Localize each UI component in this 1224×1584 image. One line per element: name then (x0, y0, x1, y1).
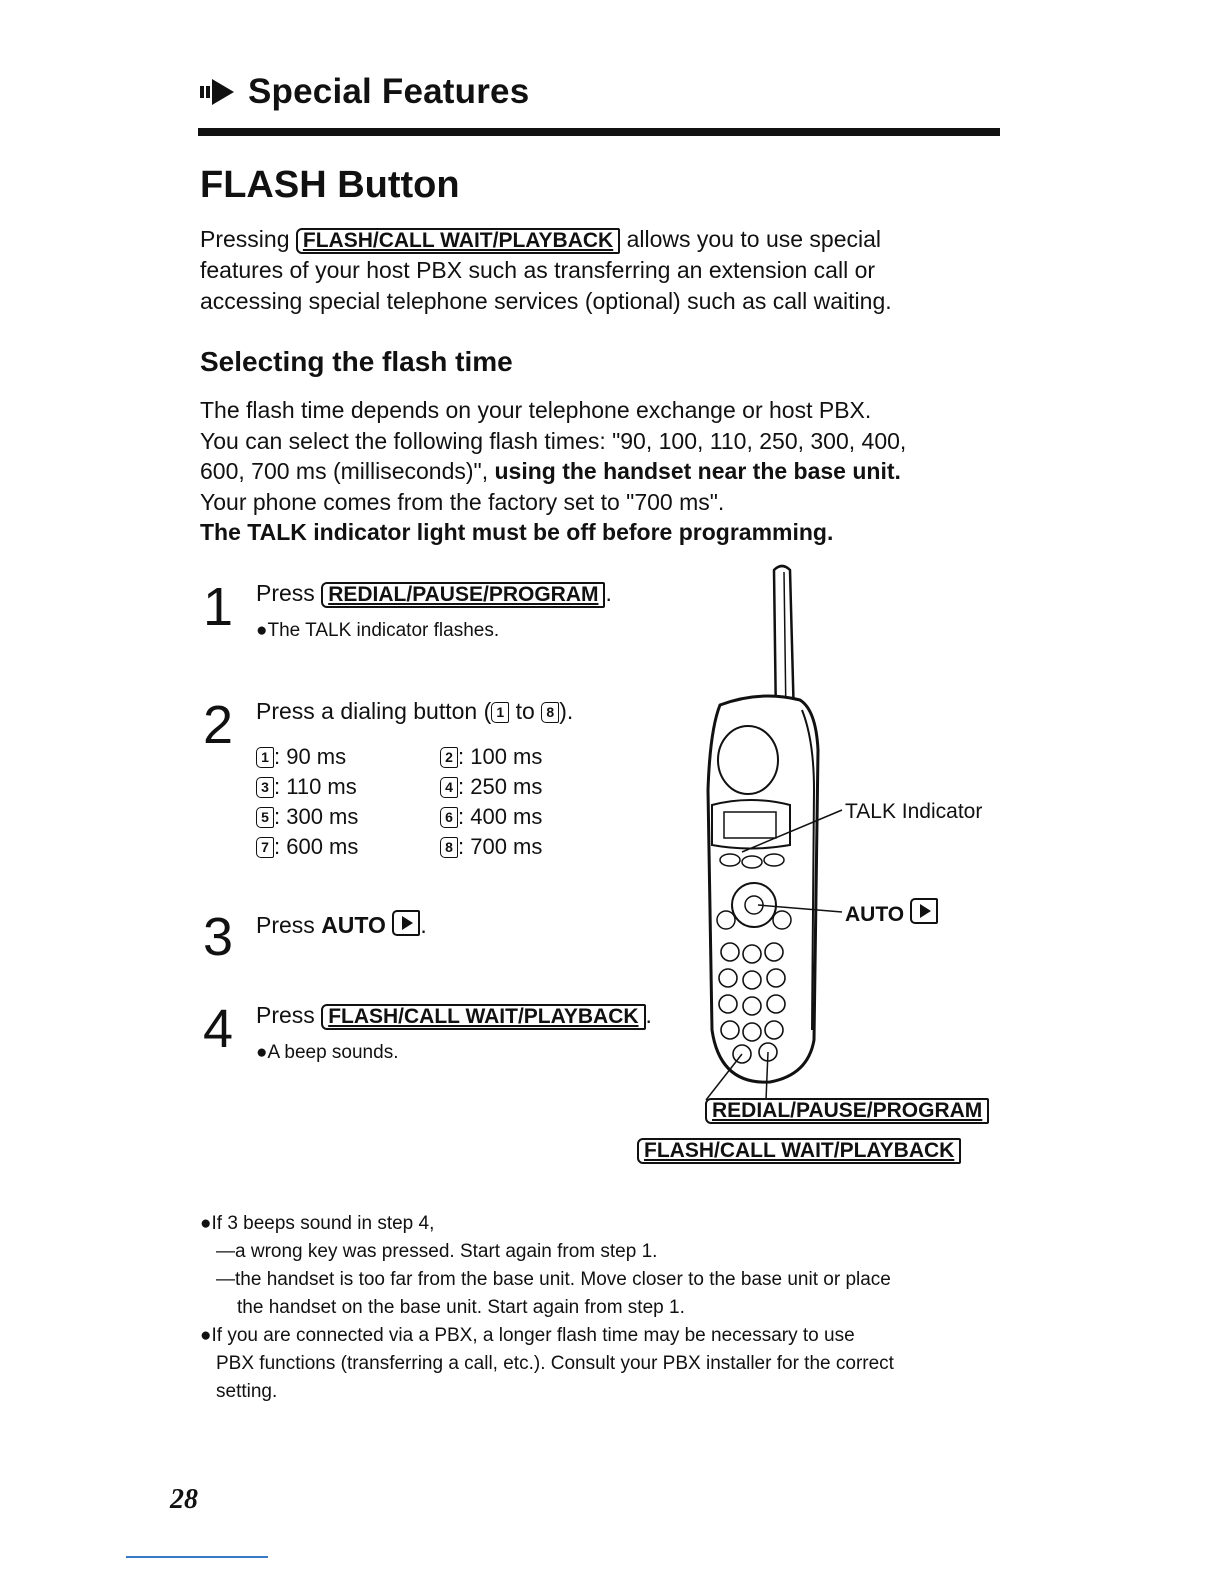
note-1a: —a wrong key was pressed. Start again from step 1. (216, 1241, 658, 1262)
footer-line (126, 1556, 268, 1558)
flash-time-item: 3 : 110 ms (256, 772, 357, 802)
page-number: 28 (170, 1484, 198, 1515)
redial-key-label: REDIAL/PAUSE/PROGRAM (321, 582, 605, 608)
step-4-text: Press FLASH/CALL WAIT/PLAYBACK . (256, 1002, 652, 1028)
description-line-2: You can select the following flash times: "90, 100, 110, 250, 300, 400, (200, 427, 907, 454)
notes (200, 1210, 894, 1406)
section-title: Special Features (248, 72, 530, 111)
dial-key-8: 8 (541, 702, 559, 723)
flash-key-label: FLASH/CALL WAIT/PLAYBACK (637, 1138, 961, 1164)
note-1b-line-2: the handset on the base unit. Start again from step 1. (237, 1297, 685, 1318)
note-1: ●If 3 beeps sound in step 4, (200, 1213, 435, 1234)
intro-line-1: Pressing FLASH/CALL WAIT/PLAYBACK allows you to use special (200, 226, 882, 252)
redial-callout (705, 1098, 989, 1124)
header-rule (198, 128, 1000, 136)
step-2-text: Press a dialing button ( 1 to 8 ). (256, 698, 574, 724)
description-line-4: Your phone comes from the factory set to "700 ms". (200, 488, 725, 515)
description-line-1: The flash time depends on your telephone exchange or host PBX. (200, 397, 872, 423)
redial-key-label: REDIAL/PAUSE/PROGRAM (705, 1098, 989, 1124)
flash-time-item: 1 : 90 ms (256, 742, 346, 772)
flash-time-item: 7 : 600 ms (256, 832, 358, 862)
step-4-number: 4 (203, 999, 234, 1059)
note-2-line-1: ●If you are connected via a PBX, a longer flash time may be necessary to use (200, 1325, 855, 1346)
description-paragraph (200, 395, 1000, 548)
step-1-note: ●The TALK indicator flashes. (256, 620, 500, 641)
dial-key-1: 1 (491, 702, 509, 723)
intro-paragraph (200, 224, 1000, 317)
note-2-line-2: PBX functions (transferring a call, etc.). Consult your PBX installer for the correct (216, 1353, 894, 1374)
auto-label: AUTO (845, 898, 938, 927)
flash-time-item: 6 : 400 ms (440, 802, 542, 832)
intro-line-2: features of your host PBX such as transferring an extension call or (200, 257, 876, 283)
note-2-line-3: setting. (216, 1381, 278, 1402)
auto-play-icon (910, 898, 938, 924)
description-line-3: 600, 700 ms (milliseconds)", using the handset near the base unit. (200, 458, 901, 484)
step-3-text: Press AUTO . (256, 912, 427, 938)
section-header (200, 72, 529, 112)
step-1-text: Press REDIAL/PAUSE/PROGRAM . (256, 580, 612, 606)
description-line-5: The TALK indicator light must be off before programming. (200, 519, 834, 545)
subheading: Selecting the flash time (200, 346, 513, 377)
section-arrow-icon (200, 77, 236, 107)
flash-callout (637, 1138, 961, 1164)
note-1b-line-1: —the handset is too far from the base unit. Move closer to the base unit or place (216, 1269, 891, 1290)
flash-time-item: 5 : 300 ms (256, 802, 358, 832)
auto-play-icon (392, 910, 420, 936)
step-1-number: 1 (203, 577, 234, 637)
flash-key-label: FLASH/CALL WAIT/PLAYBACK (321, 1004, 645, 1030)
flash-time-item: 8 : 700 ms (440, 832, 542, 862)
talk-indicator-label: TALK Indicator (845, 800, 983, 823)
flash-time-item: 4 : 250 ms (440, 772, 542, 802)
flash-key-label: FLASH/CALL WAIT/PLAYBACK (296, 228, 620, 254)
flash-time-item: 2 : 100 ms (440, 742, 542, 772)
step-3-number: 3 (203, 907, 234, 967)
intro-line-3: accessing special telephone services (optional) such as call waiting. (200, 288, 892, 314)
step-4-note: ●A beep sounds. (256, 1042, 399, 1063)
handset-illustration (690, 560, 930, 1100)
page-heading: FLASH Button (200, 164, 460, 206)
step-2-number: 2 (203, 695, 234, 755)
